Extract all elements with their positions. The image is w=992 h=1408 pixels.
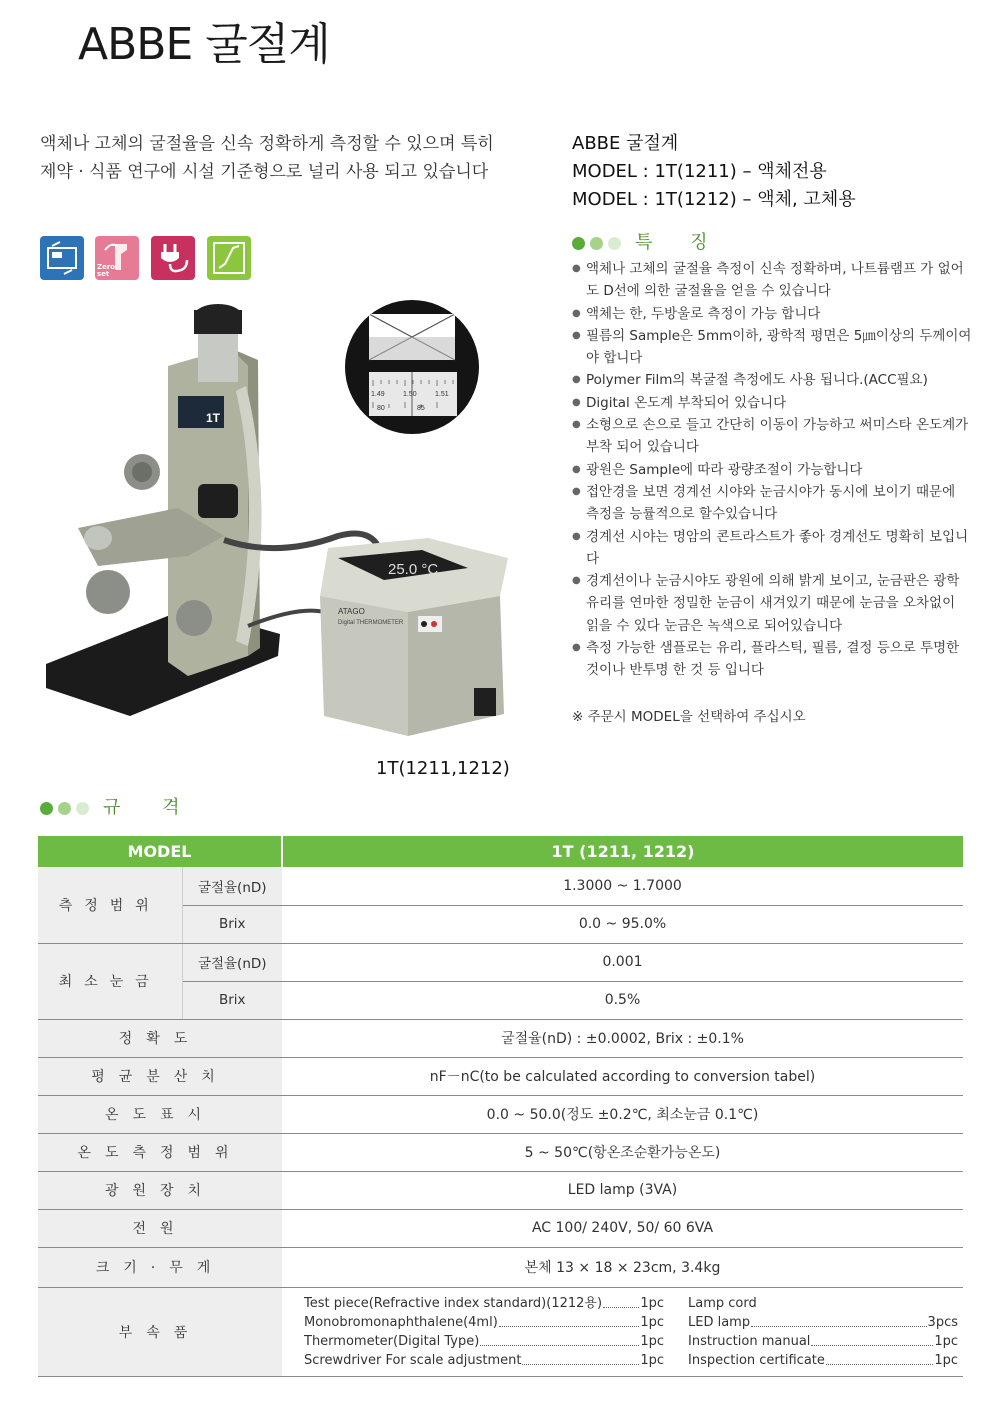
intro-line: 제약 · 식품 연구에 시설 기준형으로 널리 사용 되고 있습니다 [40, 162, 489, 182]
table-row [38, 1133, 963, 1171]
row-value: 0.0 ~ 50.0(정도 ±0.2℃, 최소눈금 0.1℃) [282, 1095, 963, 1133]
intro-text [40, 130, 560, 186]
row-label: 최소눈금 [38, 943, 182, 1019]
row-label: 부속품 [38, 1287, 282, 1376]
feature-item: ● 경계선이나 눈금시야도 광원에 의해 밝게 보이고, 눈금판은 광학유리를 연마한 정밀한 눈금이 새겨있기 때문에 눈금을 오차없이 읽을 수 있다 눈금은 녹색으로 되어있습니다 [572, 570, 972, 637]
brand-text: ATAGO [338, 607, 365, 616]
row-label: 정확도 [38, 1019, 282, 1057]
page-title: ABBE 굴절계 [78, 19, 330, 70]
accessory-name: Inspection certificate [688, 1352, 825, 1368]
row-label: 크기·무게 [38, 1247, 282, 1287]
thermometer-display-text: 25.0 °C [388, 561, 439, 578]
accessory-item [688, 1313, 958, 1332]
table-row [38, 943, 963, 981]
accessory-item [304, 1332, 664, 1351]
table-row [38, 1019, 963, 1057]
row-sublabel: Brix [182, 981, 282, 1019]
table-row [38, 1287, 963, 1376]
model-line: MODEL : 1T(1212) – 액체, 고체용 [572, 189, 856, 210]
feature-item: ● 액체나 고체의 굴절율 측정이 신속 정확하며, 나트륨램프 가 없어도 D선에 의한 굴절율을 얻을 수 있습니다 [572, 258, 972, 303]
accessories-column [304, 1294, 664, 1370]
table-row [38, 1209, 963, 1247]
model-line: MODEL : 1T(1211) – 액체전용 [572, 161, 827, 182]
table-row [38, 1247, 963, 1287]
row-label: 측정범위 [38, 867, 182, 943]
features-heading [572, 228, 724, 254]
feature-item: ● Digital 온도계 부착되어 있습니다 [572, 392, 972, 414]
row-value: AC 100/ 240V, 50/ 60 6VA [282, 1209, 963, 1247]
brix-tick-label: 80 [377, 405, 385, 412]
heading-dots-icon [40, 802, 89, 815]
feature-item: ● 경계선 시야는 명암의 콘트라스트가 좋아 경계선도 명확히 보입니다 [572, 526, 972, 571]
accessories-column [688, 1294, 958, 1370]
accessory-qty: 1pc [934, 1352, 958, 1368]
accessories-cell [282, 1287, 963, 1376]
spec-header-row [38, 836, 963, 867]
accessory-item [688, 1294, 958, 1313]
spec-table [38, 836, 963, 1377]
scale-view-circle [345, 300, 479, 434]
intro-line: 액체나 고체의 굴절율을 신속 정확하게 측정할 수 있으며 특히 [40, 134, 494, 154]
row-sublabel: 굴절율(nD) [182, 867, 282, 905]
scale-tick-label: 1.51 [435, 391, 449, 398]
row-sublabel: 굴절율(nD) [182, 943, 282, 981]
row-value: 5 ~ 50℃(항온조순환가능온도) [282, 1133, 963, 1171]
table-row [38, 1095, 963, 1133]
row-value: 0.5% [282, 981, 963, 1019]
accessory-qty: 1pc [934, 1333, 958, 1349]
spec-heading [40, 793, 198, 819]
accessory-qty: 1pc [640, 1295, 664, 1311]
accessory-qty: 3pcs [927, 1314, 958, 1330]
table-row [38, 1171, 963, 1209]
row-sublabel: Brix [182, 905, 282, 943]
graph-icon [207, 236, 251, 280]
row-value: 0.001 [282, 943, 963, 981]
row-label: 광원장치 [38, 1171, 282, 1209]
row-label: 온도표시 [38, 1095, 282, 1133]
row-value: 굴절율(nD) : ±0.0002, Brix : ±0.1% [282, 1019, 963, 1057]
table-row [38, 1057, 963, 1095]
order-note: ※ 주문시 MODEL을 선택하여 주십시오 [572, 709, 806, 725]
spec-header-model: MODEL [38, 836, 282, 867]
features-heading-text: 특 징 [635, 232, 724, 253]
accessory-qty: 1pc [640, 1352, 664, 1368]
spec-header-value: 1T (1211, 1212) [282, 836, 963, 867]
model-info [572, 130, 972, 214]
heading-dots-icon [572, 237, 621, 250]
row-value: 0.0 ~ 95.0% [282, 905, 963, 943]
row-value: 1.3000 ~ 1.7000 [282, 867, 963, 905]
accessory-item [304, 1313, 664, 1332]
row-label: 평균분산치 [38, 1057, 282, 1095]
power-plug-icon [151, 236, 195, 280]
feature-item: ● 소형으로 손으로 들고 간단히 이동이 가능하고 써미스타 온도계가 부착 되어 있습니다 [572, 414, 972, 459]
barcode-display-icon [40, 236, 84, 280]
accessory-item [304, 1351, 664, 1370]
accessories-list [282, 1288, 963, 1376]
row-value: 본체 13 × 18 × 23cm, 3.4kg [282, 1247, 963, 1287]
scale-tick-label: 1.50 [403, 391, 417, 398]
feature-item: ● Polymer Film의 복굴절 측정에도 사용 됩니다.(ACC필요) [572, 369, 972, 391]
feature-item: ● 광원은 Sample에 따라 광량조절이 가능합니다 [572, 459, 972, 481]
accessory-item [304, 1294, 664, 1313]
row-label: 온도측정범위 [38, 1133, 282, 1171]
accessory-name: LED lamp [688, 1314, 751, 1330]
accessory-item [688, 1332, 958, 1351]
model-plate-text: 1T [206, 411, 221, 425]
row-value: LED lamp (3VA) [282, 1171, 963, 1209]
scale-tick-label: 1.49 [371, 391, 385, 398]
brix-tick-label: 85 [417, 405, 425, 412]
feature-item: ● 접안경을 보면 경계선 시야와 눈금시야가 동시에 보이기 때문에 측정을 능률적으로 할수있습니다 [572, 481, 972, 526]
zero-set-label: Zero-set [97, 263, 118, 278]
row-value: nF－nC(to be calculated according to conversion tabel) [282, 1057, 963, 1095]
accessory-name: Monobromonaphthalene(4ml) [304, 1314, 498, 1330]
accessory-qty: 1pc [640, 1333, 664, 1349]
product-name: ABBE 굴절계 [572, 133, 679, 154]
feature-item: ● 측정 가능한 샘플로는 유리, 플라스틱, 필름, 결정 등으로 투명한것이나 반투명 한 것 등 입니다 [572, 637, 972, 682]
features-list [572, 258, 972, 682]
feature-item: ● 필름의 Sample은 5mm이하, 광학적 평면은 5㎛이상의 두께이여야 합니다 [572, 325, 972, 370]
table-row [38, 867, 963, 905]
spec-heading-text: 규 격 [103, 797, 198, 818]
accessory-name: Instruction manual [688, 1333, 811, 1349]
accessory-name: Thermometer(Digital Type) [304, 1333, 480, 1349]
accessory-name: Lamp cord [688, 1295, 757, 1311]
accessory-qty: 1pc [640, 1314, 664, 1330]
accessory-item [688, 1351, 958, 1370]
accessory-name: Test piece(Refractive index standard)(1212용) [304, 1295, 603, 1311]
accessory-name: Screwdriver For scale adjustment [304, 1352, 522, 1368]
row-label: 전원 [38, 1209, 282, 1247]
photo-caption: 1T(1211,1212) [376, 758, 510, 779]
zero-set-icon [95, 236, 139, 280]
thermometer-label-text: Digital THERMOMETER [338, 620, 404, 626]
feature-item: ● 액체는 한, 두방울로 측정이 가능 합니다 [572, 303, 972, 325]
